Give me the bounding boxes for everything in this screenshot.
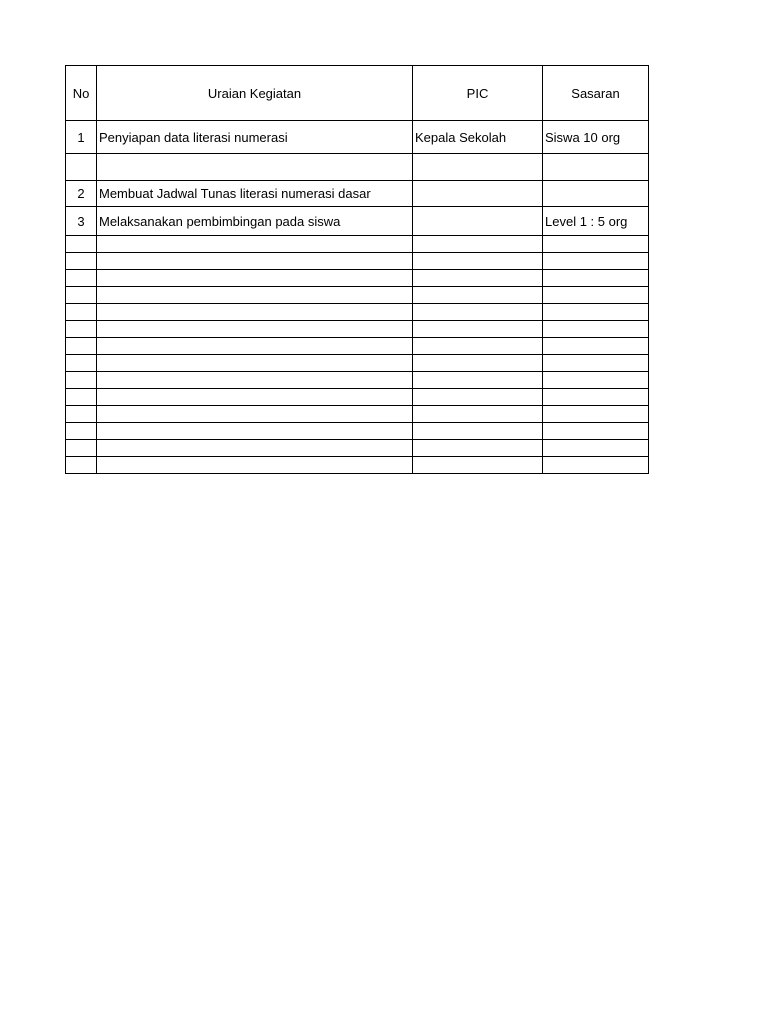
- cell-pic: [413, 236, 543, 253]
- table-row: [66, 440, 649, 457]
- cell-no: [66, 236, 97, 253]
- cell-sasaran: [543, 440, 649, 457]
- cell-uraian: [97, 423, 413, 440]
- table-row: [66, 338, 649, 355]
- cell-no: [66, 270, 97, 287]
- table-row: [66, 154, 649, 181]
- cell-sasaran: [543, 287, 649, 304]
- cell-uraian: Membuat Jadwal Tunas literasi numerasi dasar: [97, 181, 413, 207]
- cell-no: [66, 406, 97, 423]
- cell-no: [66, 321, 97, 338]
- table-header-row: [66, 66, 649, 121]
- cell-pic: [413, 372, 543, 389]
- table-row: [66, 321, 649, 338]
- cell-pic: [413, 355, 543, 372]
- header-sasaran: Sasaran: [543, 66, 649, 121]
- cell-uraian: [97, 270, 413, 287]
- cell-uraian: [97, 355, 413, 372]
- cell-sasaran: Level 1 : 5 org: [543, 207, 649, 236]
- cell-sasaran: [543, 154, 649, 181]
- cell-uraian: Penyiapan data literasi numerasi: [97, 121, 413, 154]
- cell-pic: [413, 457, 543, 474]
- table-row: [66, 406, 649, 423]
- cell-uraian: Melaksanakan pembimbingan pada siswa: [97, 207, 413, 236]
- table-row: [66, 181, 649, 207]
- cell-pic: [413, 321, 543, 338]
- table-row: [66, 253, 649, 270]
- cell-sasaran: [543, 355, 649, 372]
- cell-sasaran: [543, 457, 649, 474]
- cell-uraian: [97, 389, 413, 406]
- cell-uraian: [97, 154, 413, 181]
- table-row: [66, 423, 649, 440]
- cell-no: [66, 355, 97, 372]
- cell-no: [66, 154, 97, 181]
- cell-uraian: [97, 372, 413, 389]
- cell-pic: [413, 181, 543, 207]
- cell-sasaran: [543, 372, 649, 389]
- cell-no: [66, 253, 97, 270]
- cell-sasaran: [543, 181, 649, 207]
- cell-no: 2: [66, 181, 97, 207]
- cell-no: [66, 338, 97, 355]
- cell-uraian: [97, 236, 413, 253]
- cell-sasaran: [543, 253, 649, 270]
- table-row: [66, 389, 649, 406]
- cell-pic: [413, 440, 543, 457]
- table-row: [66, 207, 649, 236]
- cell-sasaran: [543, 236, 649, 253]
- cell-sasaran: [543, 406, 649, 423]
- table-row: [66, 270, 649, 287]
- header-uraian-kegiatan: Uraian Kegiatan: [97, 66, 413, 121]
- cell-pic: [413, 389, 543, 406]
- table-row: [66, 236, 649, 253]
- cell-uraian: [97, 406, 413, 423]
- header-no: No: [66, 66, 97, 121]
- cell-uraian: [97, 304, 413, 321]
- activity-table: [65, 65, 649, 474]
- table-row: [66, 304, 649, 321]
- cell-pic: [413, 253, 543, 270]
- cell-pic: [413, 207, 543, 236]
- cell-no: 3: [66, 207, 97, 236]
- table-row: [66, 372, 649, 389]
- cell-no: [66, 440, 97, 457]
- cell-sasaran: [543, 338, 649, 355]
- cell-pic: [413, 304, 543, 321]
- table-row: [66, 287, 649, 304]
- cell-uraian: [97, 287, 413, 304]
- cell-uraian: [97, 321, 413, 338]
- cell-no: [66, 304, 97, 321]
- cell-no: [66, 457, 97, 474]
- cell-pic: [413, 154, 543, 181]
- cell-sasaran: [543, 423, 649, 440]
- cell-pic: [413, 423, 543, 440]
- cell-no: [66, 423, 97, 440]
- cell-no: [66, 287, 97, 304]
- table-row: [66, 121, 649, 154]
- cell-pic: [413, 406, 543, 423]
- cell-uraian: [97, 253, 413, 270]
- cell-uraian: [97, 457, 413, 474]
- cell-pic: [413, 270, 543, 287]
- cell-no: [66, 372, 97, 389]
- cell-sasaran: Siswa 10 org: [543, 121, 649, 154]
- cell-no: 1: [66, 121, 97, 154]
- cell-sasaran: [543, 304, 649, 321]
- table-row: [66, 457, 649, 474]
- cell-pic: [413, 338, 543, 355]
- cell-no: [66, 389, 97, 406]
- table-row: [66, 355, 649, 372]
- cell-uraian: [97, 338, 413, 355]
- cell-sasaran: [543, 270, 649, 287]
- cell-pic: [413, 287, 543, 304]
- cell-sasaran: [543, 389, 649, 406]
- header-pic: PIC: [413, 66, 543, 121]
- cell-pic: Kepala Sekolah: [413, 121, 543, 154]
- cell-sasaran: [543, 321, 649, 338]
- cell-uraian: [97, 440, 413, 457]
